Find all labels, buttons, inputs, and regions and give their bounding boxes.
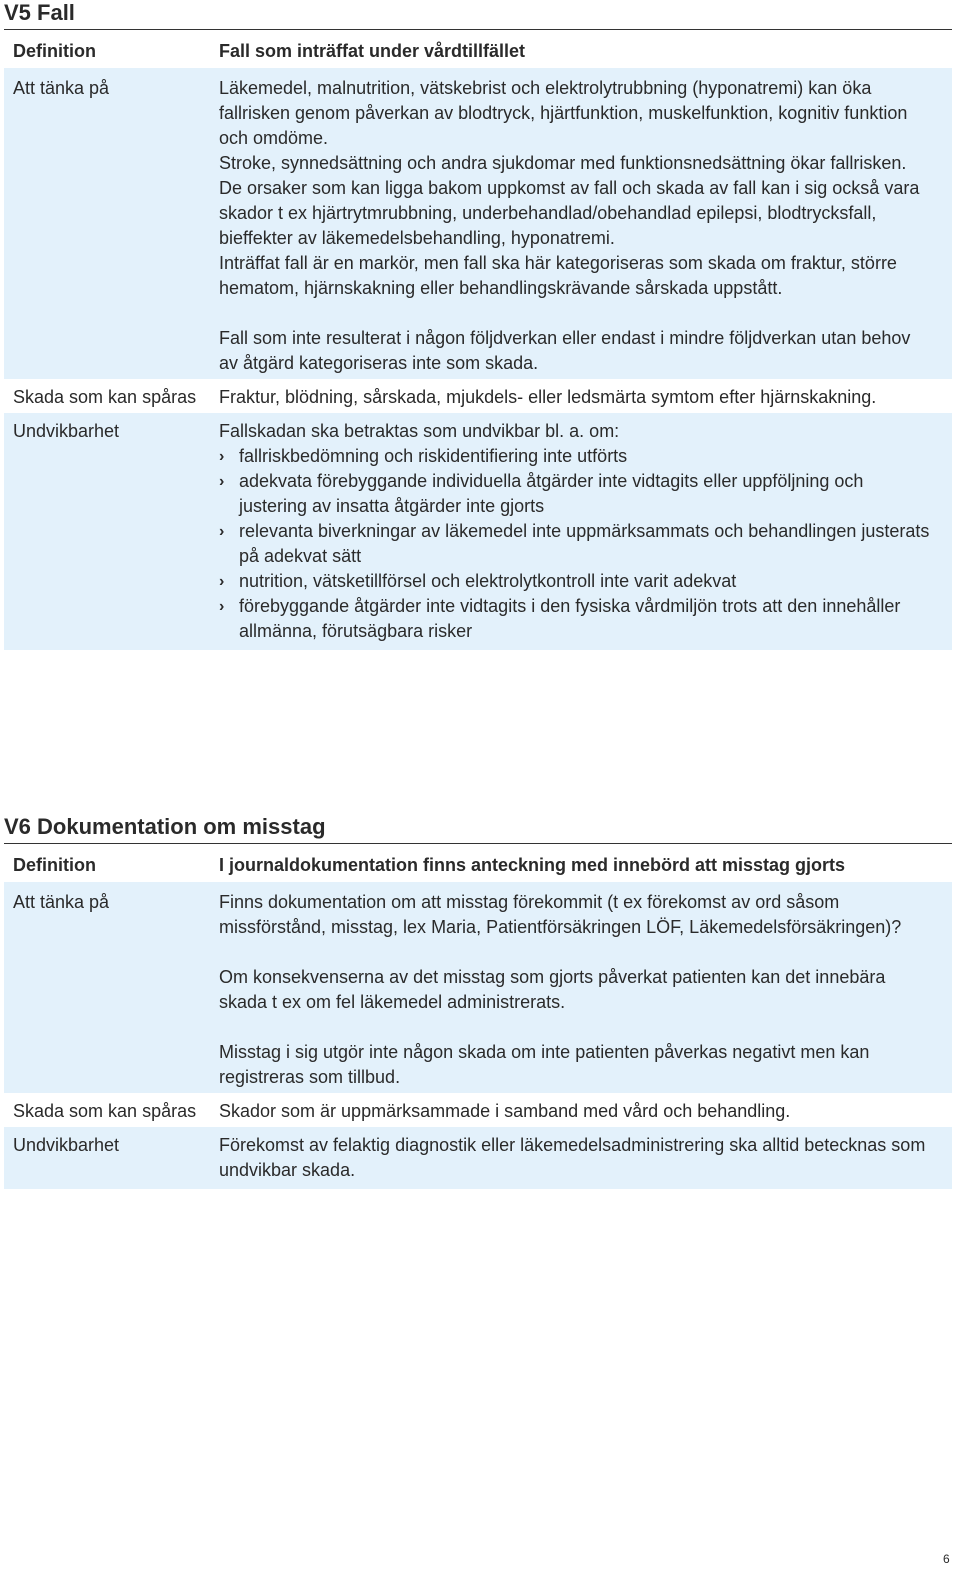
row-label: Att tänka på xyxy=(13,892,110,912)
row-att-tanka-pa xyxy=(4,883,952,1093)
list-item-text: adekvata förebyggande individuella åtgärder inte vidtagits eller uppföljning och justering av insatta åtgärder inte gjorts xyxy=(239,471,864,516)
section-v6-dokumentation-om-misstag xyxy=(4,814,952,1189)
row-label: Definition xyxy=(13,41,96,61)
list-item-text: nutrition, vätsketillförsel och elektrolytkontroll inte varit adekvat xyxy=(239,571,737,591)
paragraph: Om konsekvenserna av det misstag som gjorts påverkat patienten kan det innebära skada t ex om fel läkemedel administrerats. xyxy=(219,967,886,1012)
paragraph: Misstag i sig utgör inte någon skada om inte patienten påverkas negativt men kan registreras som tillbud. xyxy=(219,1042,870,1087)
row-definition xyxy=(4,844,952,883)
paragraph: De orsaker som kan ligga bakom uppkomst av fall och skada av fall kan i sig också vara skador t ex hjärtrytmrubbning, underbehandlad/obehandlad epilepsi, blodtrycksfall, bieffekter av läkemedelsbehandling, hyponatremi. xyxy=(219,178,920,248)
paragraph: Fall som inte resulterat i någon följdverkan eller endast i mindre följdverkan utan behov av åtgärd kategoriseras inte som skada. xyxy=(219,328,911,373)
list-item-text: relevanta biverkningar av läkemedel inte uppmärksammats och behandlingen justerats på adekvat sätt xyxy=(239,521,930,566)
list-item-text: fallriskbedömning och riskidentifiering inte utförts xyxy=(239,446,628,466)
list-item-text: förebyggande åtgärder inte vidtagits i den fysiska vårdmiljön trots att den innehåller allmänna, förutsägbara risker xyxy=(239,596,901,641)
row-content xyxy=(219,76,952,376)
row-content: Fraktur, blödning, sårskada, mjukdels- eller ledsmärta symtom efter hjärnskakning. xyxy=(219,387,877,407)
chevron-right-icon: › xyxy=(219,523,225,540)
list-item xyxy=(219,444,934,469)
row-content xyxy=(219,419,952,644)
row-content: I journaldokumentation finns anteckning med innebörd att misstag gjorts xyxy=(219,855,846,875)
row-label: Att tänka på xyxy=(13,78,110,98)
row-label: Definition xyxy=(13,855,96,875)
row-content: Skador som är uppmärksammade i samband med vård och behandling. xyxy=(219,1101,791,1121)
chevron-right-icon: › xyxy=(219,473,225,490)
section-v5-fall xyxy=(4,0,952,650)
row-skada-som-kan-sparas xyxy=(4,1093,952,1127)
row-undvikbarhet xyxy=(4,1127,952,1189)
row-label: Skada som kan spåras xyxy=(13,1101,197,1121)
page-number: 6 xyxy=(943,1552,950,1566)
row-content xyxy=(219,890,952,1090)
row-att-tanka-pa xyxy=(4,69,952,379)
section-title: V5 Fall xyxy=(4,0,952,30)
list-item xyxy=(219,519,934,569)
intro-text: Fallskadan ska betraktas som undvikbar bl. a. om: xyxy=(219,421,620,441)
row-label: Undvikbarhet xyxy=(13,1135,120,1155)
row-label: Skada som kan spåras xyxy=(13,387,197,407)
row-skada-som-kan-sparas xyxy=(4,379,952,413)
chevron-right-icon: › xyxy=(219,448,225,465)
row-definition xyxy=(4,30,952,69)
paragraph: Inträffat fall är en markör, men fall ska här kategoriseras som skada om fraktur, större hematom, hjärnskakning eller behandlingskrävande sårskada uppstått. xyxy=(219,253,897,298)
row-content: Fall som inträffat under vårdtillfället xyxy=(219,41,526,61)
paragraph: Finns dokumentation om att misstag förekommit (t ex förekomst av ord såsom missförstånd, misstag, lex Maria, Patientförsäkringen LÖF, Läkemedelsförsäkringen)? xyxy=(219,892,902,937)
chevron-right-icon: › xyxy=(219,573,225,590)
list-item xyxy=(219,594,934,644)
paragraph: Läkemedel, malnutrition, vätskebrist och elektrolytrubbning (hyponatremi) kan öka fallrisken genom påverkan av blodtryck, hjärtfunktion, muskelfunktion, kognitiv funktion och omdöme. xyxy=(219,78,908,148)
paragraph: Stroke, synnedsättning och andra sjukdomar med funktionsnedsättning ökar fallrisken. xyxy=(219,153,907,173)
list-item xyxy=(219,469,934,519)
list-item xyxy=(219,569,934,594)
chevron-right-icon: › xyxy=(219,598,225,615)
row-undvikbarhet xyxy=(4,413,952,650)
row-label: Undvikbarhet xyxy=(13,421,120,441)
row-content: Förekomst av felaktig diagnostik eller läkemedelsadministrering ska alltid betecknas som undvikbar skada. xyxy=(219,1135,926,1180)
section-title: V6 Dokumentation om misstag xyxy=(4,814,952,844)
bullet-list xyxy=(219,444,934,644)
